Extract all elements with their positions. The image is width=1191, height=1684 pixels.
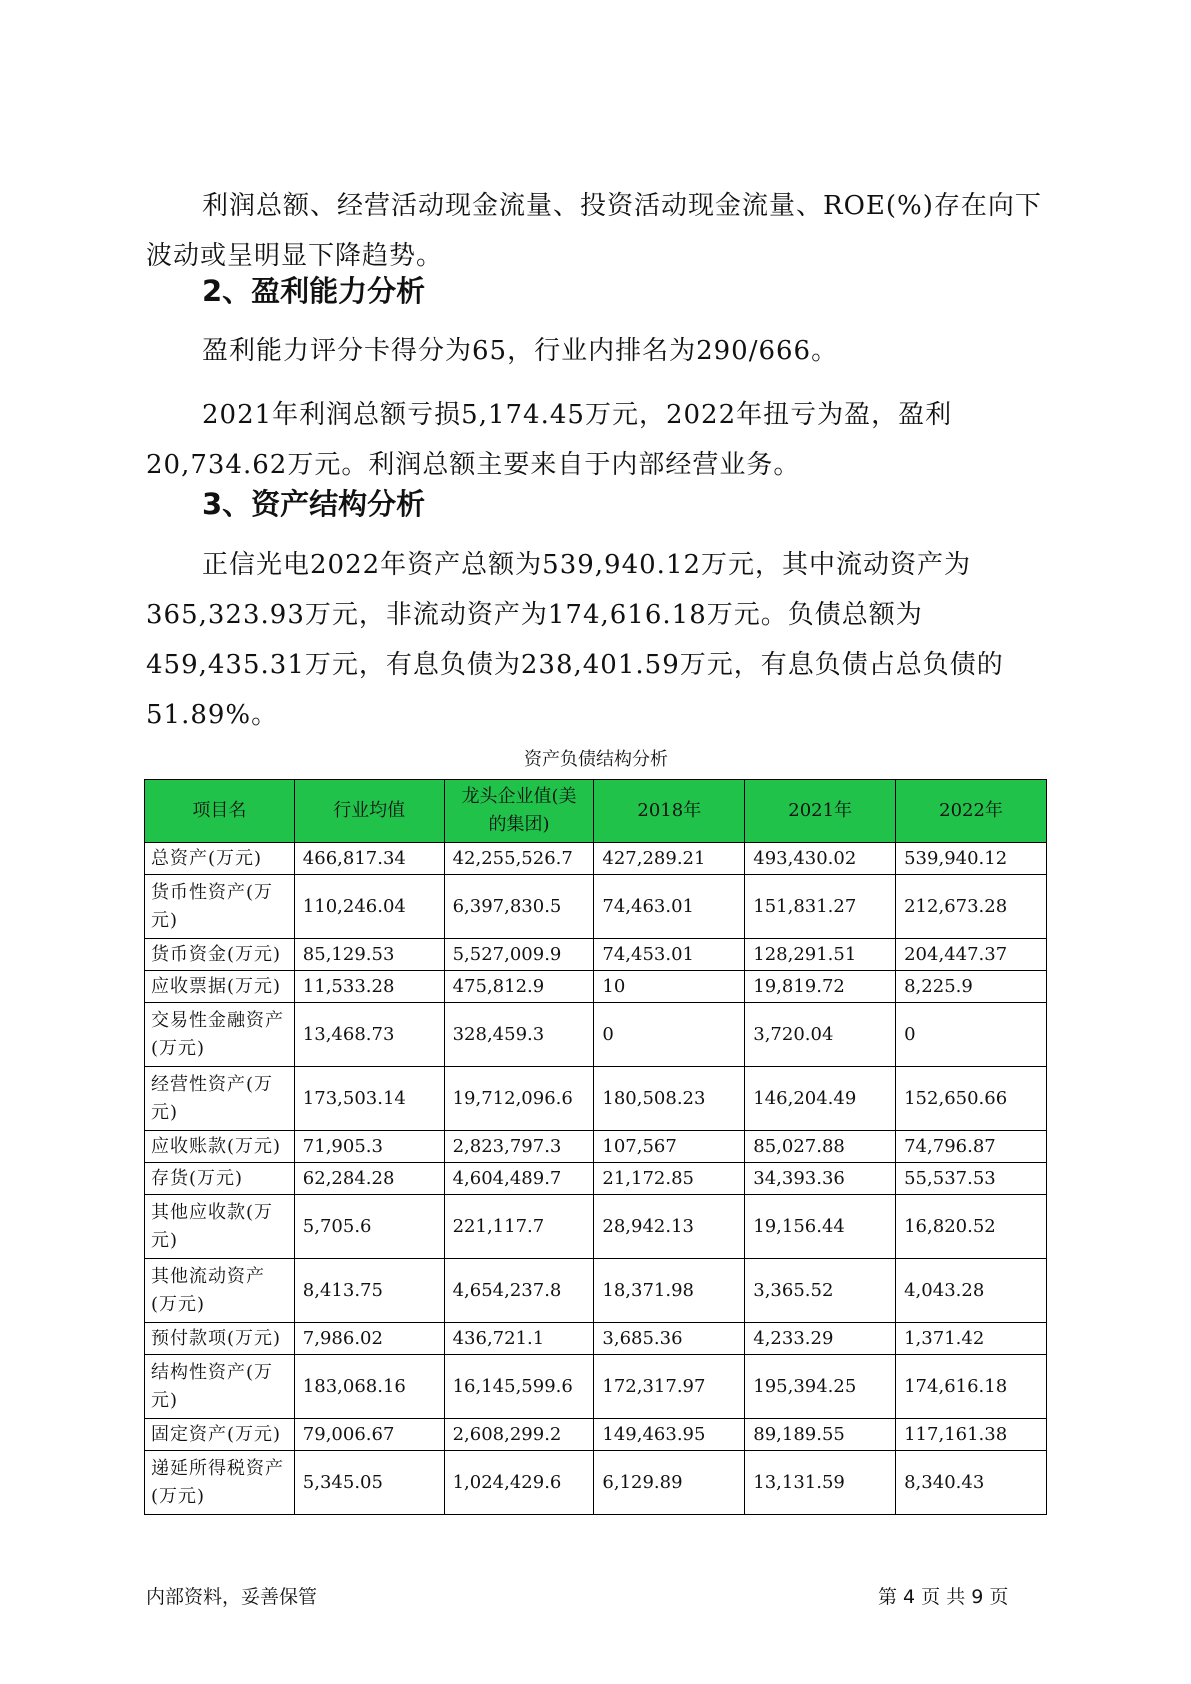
value-cell: 2,823,797.3 xyxy=(444,1131,594,1163)
header-cell-2018: 2018年 xyxy=(594,780,745,843)
table-row xyxy=(145,875,1047,939)
value-cell: 5,345.05 xyxy=(294,1451,444,1515)
value-cell: 85,129.53 xyxy=(294,939,444,971)
value-cell: 3,720.04 xyxy=(745,1003,896,1067)
value-cell: 8,340.43 xyxy=(896,1451,1047,1515)
table-row xyxy=(145,1003,1047,1067)
value-cell: 10 xyxy=(594,971,745,1003)
value-cell: 55,537.53 xyxy=(896,1163,1047,1195)
value-cell: 2,608,299.2 xyxy=(444,1419,594,1451)
row-label-cell: 总资产(万元) xyxy=(145,843,295,875)
value-cell: 13,468.73 xyxy=(294,1003,444,1067)
value-cell: 146,204.49 xyxy=(745,1067,896,1131)
value-cell: 128,291.51 xyxy=(745,939,896,971)
table-row xyxy=(145,1451,1047,1515)
asset-paragraph: 正信光电2022年资产总额为539,940.12万元，其中流动资产为365,323.93万元，非流动资产为174,616.18万元。负债总额为459,435.31万元，有息负债为238,401.59万元，有息负债占总负债的51.89%。 xyxy=(146,550,1004,730)
table-row xyxy=(145,1131,1047,1163)
value-cell: 107,567 xyxy=(594,1131,745,1163)
value-cell: 5,705.6 xyxy=(294,1195,444,1259)
table-row xyxy=(145,843,1047,875)
table-row xyxy=(145,939,1047,971)
row-label-cell: 固定资产(万元) xyxy=(145,1419,295,1451)
value-cell: 79,006.67 xyxy=(294,1419,444,1451)
value-cell: 172,317.97 xyxy=(594,1355,745,1419)
footer-confidential-note: 内部资料，妥善保管 xyxy=(146,1586,318,1608)
value-cell: 5,527,009.9 xyxy=(444,939,594,971)
value-cell: 74,463.01 xyxy=(594,875,745,939)
value-cell: 21,172.85 xyxy=(594,1163,745,1195)
value-cell: 11,533.28 xyxy=(294,971,444,1003)
value-cell: 3,365.52 xyxy=(745,1259,896,1323)
balance-sheet-table xyxy=(144,779,1047,1515)
value-cell: 204,447.37 xyxy=(896,939,1047,971)
header-cell-item: 项目名 xyxy=(145,780,295,843)
value-cell: 34,393.36 xyxy=(745,1163,896,1195)
row-label-cell: 交易性金融资产(万元) xyxy=(145,1003,295,1067)
row-label-cell: 其他应收款(万元) xyxy=(145,1195,295,1259)
value-cell: 28,942.13 xyxy=(594,1195,745,1259)
value-cell: 180,508.23 xyxy=(594,1067,745,1131)
value-cell: 19,819.72 xyxy=(745,971,896,1003)
value-cell: 4,233.29 xyxy=(745,1323,896,1355)
header-cell-leader-value: 龙头企业值(美的集团) xyxy=(444,780,594,843)
value-cell: 475,812.9 xyxy=(444,971,594,1003)
table-row xyxy=(145,1067,1047,1131)
header-cell-industry-average: 行业均值 xyxy=(294,780,444,843)
value-cell: 85,027.88 xyxy=(745,1131,896,1163)
value-cell: 16,820.52 xyxy=(896,1195,1047,1259)
table-caption: 资产负债结构分析 xyxy=(524,749,668,770)
value-cell: 195,394.25 xyxy=(745,1355,896,1419)
row-label-cell: 货币性资产(万元) xyxy=(145,875,295,939)
value-cell: 42,255,526.7 xyxy=(444,843,594,875)
value-cell: 212,673.28 xyxy=(896,875,1047,939)
value-cell: 174,616.18 xyxy=(896,1355,1047,1419)
trend-paragraph: 利润总额、经营活动现金流量、投资活动现金流量、ROE(%)存在向下波动或呈明显下降趋势。 xyxy=(146,191,1042,271)
value-cell: 117,161.38 xyxy=(896,1419,1047,1451)
table-header-row xyxy=(145,780,1047,843)
row-label-cell: 预付款项(万元) xyxy=(145,1323,295,1355)
row-label-cell: 存货(万元) xyxy=(145,1163,295,1195)
value-cell: 0 xyxy=(594,1003,745,1067)
header-cell-2021: 2021年 xyxy=(745,780,896,843)
value-cell: 493,430.02 xyxy=(745,843,896,875)
value-cell: 4,654,237.8 xyxy=(444,1259,594,1323)
score-paragraph: 盈利能力评分卡得分为65，行业内排名为290/666。 xyxy=(202,336,839,366)
value-cell: 183,068.16 xyxy=(294,1355,444,1419)
value-cell: 221,117.7 xyxy=(444,1195,594,1259)
value-cell: 7,986.02 xyxy=(294,1323,444,1355)
table-row xyxy=(145,1163,1047,1195)
row-label-cell: 经营性资产(万元) xyxy=(145,1067,295,1131)
value-cell: 539,940.12 xyxy=(896,843,1047,875)
table-row xyxy=(145,1195,1047,1259)
value-cell: 89,189.55 xyxy=(745,1419,896,1451)
value-cell: 74,796.87 xyxy=(896,1131,1047,1163)
value-cell: 0 xyxy=(896,1003,1047,1067)
value-cell: 6,129.89 xyxy=(594,1451,745,1515)
value-cell: 1,024,429.6 xyxy=(444,1451,594,1515)
row-label-cell: 应收票据(万元) xyxy=(145,971,295,1003)
section-heading-profitability: 2、盈利能力分析 xyxy=(202,274,426,308)
value-cell: 19,156.44 xyxy=(745,1195,896,1259)
value-cell: 8,225.9 xyxy=(896,971,1047,1003)
row-label-cell: 应收账款(万元) xyxy=(145,1131,295,1163)
value-cell: 328,459.3 xyxy=(444,1003,594,1067)
row-label-cell: 货币资金(万元) xyxy=(145,939,295,971)
section-heading-asset-structure: 3、资产结构分析 xyxy=(202,487,426,521)
value-cell: 3,685.36 xyxy=(594,1323,745,1355)
value-cell: 151,831.27 xyxy=(745,875,896,939)
row-label-cell: 结构性资产(万元) xyxy=(145,1355,295,1419)
value-cell: 18,371.98 xyxy=(594,1259,745,1323)
value-cell: 110,246.04 xyxy=(294,875,444,939)
value-cell: 8,413.75 xyxy=(294,1259,444,1323)
header-cell-2022: 2022年 xyxy=(896,780,1047,843)
table-row xyxy=(145,1355,1047,1419)
value-cell: 1,371.42 xyxy=(896,1323,1047,1355)
value-cell: 436,721.1 xyxy=(444,1323,594,1355)
row-label-cell: 递延所得税资产(万元) xyxy=(145,1451,295,1515)
table-row xyxy=(145,1419,1047,1451)
value-cell: 13,131.59 xyxy=(745,1451,896,1515)
value-cell: 466,817.34 xyxy=(294,843,444,875)
row-label-cell: 其他流动资产(万元) xyxy=(145,1259,295,1323)
value-cell: 62,284.28 xyxy=(294,1163,444,1195)
table-row xyxy=(145,971,1047,1003)
footer-page-number: 第 4 页 共 9 页 xyxy=(878,1586,1009,1608)
value-cell: 71,905.3 xyxy=(294,1131,444,1163)
value-cell: 4,043.28 xyxy=(896,1259,1047,1323)
value-cell: 427,289.21 xyxy=(594,843,745,875)
value-cell: 173,503.14 xyxy=(294,1067,444,1131)
profit-paragraph: 2021年利润总额亏损5,174.45万元，2022年扭亏为盈，盈利20,734.62万元。利润总额主要来自于内部经营业务。 xyxy=(146,400,953,480)
value-cell: 152,650.66 xyxy=(896,1067,1047,1131)
table-body xyxy=(145,843,1047,1515)
table-row xyxy=(145,1259,1047,1323)
table-row xyxy=(145,1323,1047,1355)
value-cell: 4,604,489.7 xyxy=(444,1163,594,1195)
value-cell: 74,453.01 xyxy=(594,939,745,971)
value-cell: 149,463.95 xyxy=(594,1419,745,1451)
value-cell: 16,145,599.6 xyxy=(444,1355,594,1419)
value-cell: 6,397,830.5 xyxy=(444,875,594,939)
value-cell: 19,712,096.6 xyxy=(444,1067,594,1131)
